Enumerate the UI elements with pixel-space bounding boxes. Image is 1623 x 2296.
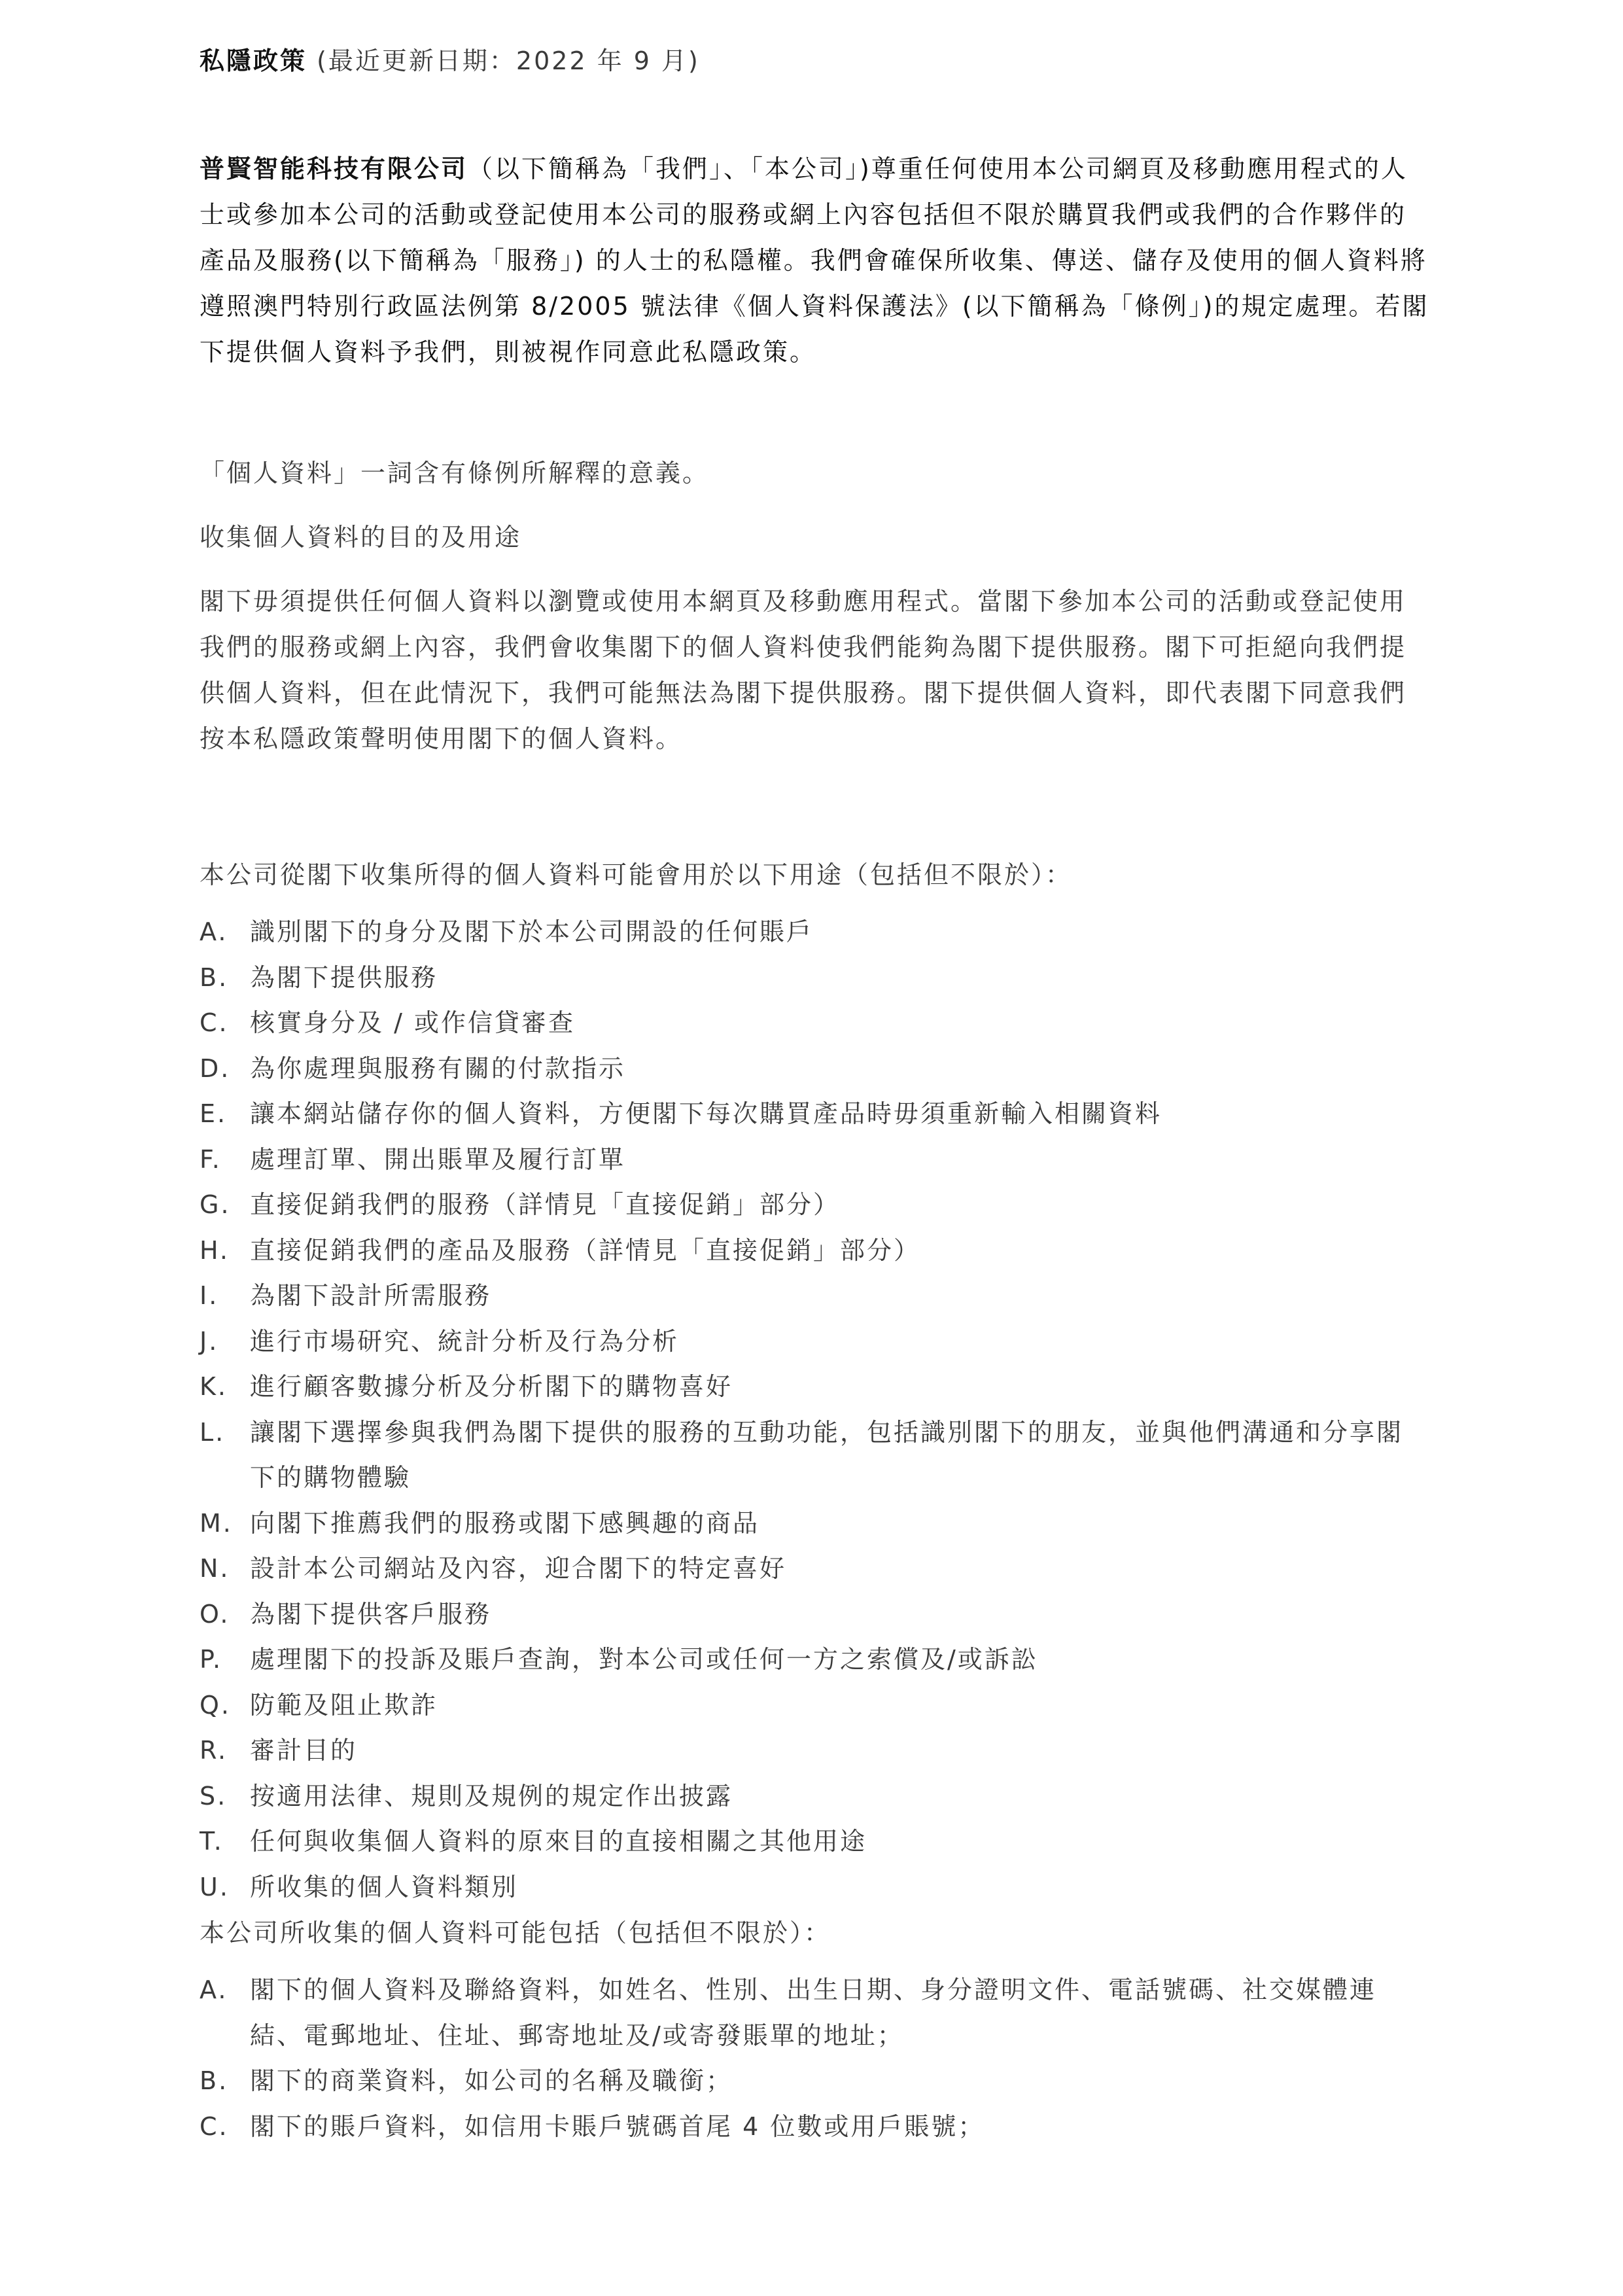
list-item-text: 讓閣下選擇參與我們為閣下提供的服務的互動功能，包括識別閣下的朋友，並與他們溝通和分享閣下的購物體驗 — [250, 1417, 1404, 1492]
list-item — [200, 1819, 1429, 1865]
list-item-letter: M. — [200, 1508, 233, 1538]
list-item-letter: N. — [200, 1554, 230, 1583]
list-item-text: 進行顧客數據分析及分析閣下的購物喜好 — [250, 1372, 733, 1401]
list-item-letter: C. — [200, 2111, 229, 2141]
list-item — [200, 1091, 1429, 1137]
list-item — [200, 1728, 1429, 1774]
uses-lead: 本公司從閣下收集所得的個人資料可能會用於以下用途（包括但不限於）： — [200, 860, 1073, 889]
list-item — [200, 1501, 1429, 1547]
list-item-letter: K. — [200, 1372, 228, 1401]
list-item-letter: E. — [200, 1099, 228, 1128]
list-item — [200, 955, 1429, 1001]
list-item-letter: H. — [200, 1235, 230, 1265]
list-item-text: 防範及阻止欺詐 — [250, 1690, 438, 1720]
list-item-letter: F. — [200, 1144, 222, 1174]
list-item-text: 為閣下設計所需服務 — [250, 1281, 492, 1310]
list-item-text: 設計本公司網站及內容，迎合閣下的特定喜好 — [250, 1554, 787, 1583]
list-item-text: 識別閣下的身分及閣下於本公司開設的任何賬戶 — [250, 917, 814, 946]
list-item-text: 閣下的賬戶資料，如信用卡賬戶號碼首尾 4 位數或用戶賬號； — [250, 2111, 985, 2141]
list-item-text: 處理訂單、開出賬單及履行訂單 — [250, 1144, 626, 1174]
list-item-text: 所收集的個人資料類別 — [250, 1872, 519, 1901]
list-item-text: 審計目的 — [250, 1736, 358, 1765]
list-item-letter: I. — [200, 1281, 219, 1310]
list-item-letter: B. — [200, 963, 229, 992]
list-item-letter: U. — [200, 1872, 230, 1901]
list-item — [200, 1546, 1429, 1592]
list-item-letter: T. — [200, 1827, 224, 1856]
list-item-letter: S. — [200, 1781, 228, 1810]
list-item — [200, 1637, 1429, 1683]
list-item — [200, 1000, 1429, 1046]
list-item-text: 閣下的商業資料，如公司的名稱及職銜； — [250, 2066, 733, 2095]
list-item — [200, 2104, 1429, 2150]
list-item — [200, 1774, 1429, 1820]
purpose-heading: 收集個人資料的目的及用途 — [200, 523, 522, 552]
list-item-text: 讓本網站儲存你的個人資料，方便閣下每次購買產品時毋須重新輸入相關資料 — [250, 1099, 1162, 1128]
list-item-text: 為閣下提供客戶服務 — [250, 1599, 492, 1629]
list-item-letter: B. — [200, 2066, 229, 2095]
list-item — [200, 1865, 1429, 1911]
list-item-letter: C. — [200, 1008, 229, 1037]
list-item-text: 直接促銷我們的服務（詳情見「直接促銷」部分） — [250, 1190, 841, 1219]
list-item-letter: L. — [200, 1417, 226, 1447]
list-item-text: 為閣下提供服務 — [250, 963, 438, 992]
purpose-paragraph: 閣下毋須提供任何個人資料以瀏覽或使用本網頁及移動應用程式。當閣下參加本公司的活動或登記使用我們的服務或網上內容，我們會收集閣下的個人資料使我們能夠為閣下提供服務。閣下可拒絕向我們提供個人資料，但在此情況下，我們可能無法為閣下提供服務。閣下提供個人資料，即代表閣下同意我們按本私隱政策聲明使用閣下的個人資料。 — [200, 587, 1407, 753]
intro-body: （以下簡稱為「我們」、「本公司」)尊重任何使用本公司網頁及移動應用程式的人士或參加本公司的活動或登記使用本公司的服務或網上內容包括但不限於購買我們或我們的合作夥伴的產品及服務(以下簡稱為「服務」) 的人士的私隱權。我們會確保所收集、傳送、儲存及使用的個人資料將遵照澳門特別行政區法例第 8/2005 號法律《個人資料保護法》(以下簡稱為「條例」)的規定處理。若閣下提供個人資料予我們，則被視作同意此私隱政策。 — [200, 154, 1429, 366]
list-item-letter: A. — [200, 1975, 228, 2004]
document-title — [200, 38, 1429, 84]
list-item-text: 核實身分及 / 或作信貸審查 — [250, 1008, 575, 1037]
definition-paragraph: 「個人資料」一詞含有條例所解釋的意義。 — [200, 459, 710, 487]
collected-list — [200, 1968, 1429, 2149]
list-item — [200, 1273, 1429, 1319]
list-item-letter: Q. — [200, 1690, 231, 1720]
list-item — [200, 1364, 1429, 1410]
title-date: (最近更新日期：2022 年 9 月) — [307, 46, 700, 75]
list-item-letter: P. — [200, 1645, 223, 1674]
list-item — [200, 1319, 1429, 1365]
list-item-letter: D. — [200, 1053, 231, 1083]
list-item — [200, 2058, 1429, 2104]
policy-document — [200, 38, 1429, 2149]
company-name: 普賢智能科技有限公司 — [200, 154, 468, 183]
list-item-letter: O. — [200, 1599, 230, 1629]
list-item-text: 為你處理與服務有關的付款指示 — [250, 1053, 626, 1083]
list-item-text: 任何與收集個人資料的原來目的直接相關之其他用途 — [250, 1827, 867, 1856]
list-item-letter: A. — [200, 917, 228, 946]
list-item — [200, 1228, 1429, 1274]
intro-paragraph — [200, 146, 1429, 375]
list-item — [200, 1592, 1429, 1638]
list-item-text: 按適用法律、規則及規例的規定作出披露 — [250, 1781, 733, 1810]
list-item-text: 處理閣下的投訴及賬戶查詢，對本公司或任何一方之索償及/或訴訟 — [250, 1645, 1038, 1674]
list-item-text: 閣下的個人資料及聯絡資料，如姓名、性別、出生日期、身分證明文件、電話號碼、社交媒體連結、電郵地址、住址、郵寄地址及/或寄發賬單的地址； — [250, 1975, 1377, 2050]
list-item-text: 向閣下推薦我們的服務或閣下感興趣的商品 — [250, 1508, 760, 1538]
list-item — [200, 1683, 1429, 1729]
list-item — [200, 910, 1429, 955]
list-item-letter: G. — [200, 1190, 231, 1219]
list-item — [200, 1137, 1429, 1183]
list-item — [200, 1410, 1429, 1501]
title-bold: 私隱政策 — [200, 46, 307, 75]
list-item-text: 進行市場研究、統計分析及行為分析 — [250, 1326, 680, 1356]
collected-lead: 本公司所收集的個人資料可能包括（包括但不限於）： — [200, 1918, 831, 1947]
list-item-letter: R. — [200, 1736, 228, 1765]
list-item — [200, 1968, 1429, 2058]
list-item-letter: J. — [200, 1326, 219, 1356]
uses-list — [200, 910, 1429, 1910]
list-item — [200, 1182, 1429, 1228]
list-item-text: 直接促銷我們的產品及服務（詳情見「直接促銷」部分） — [250, 1235, 921, 1265]
list-item — [200, 1046, 1429, 1092]
